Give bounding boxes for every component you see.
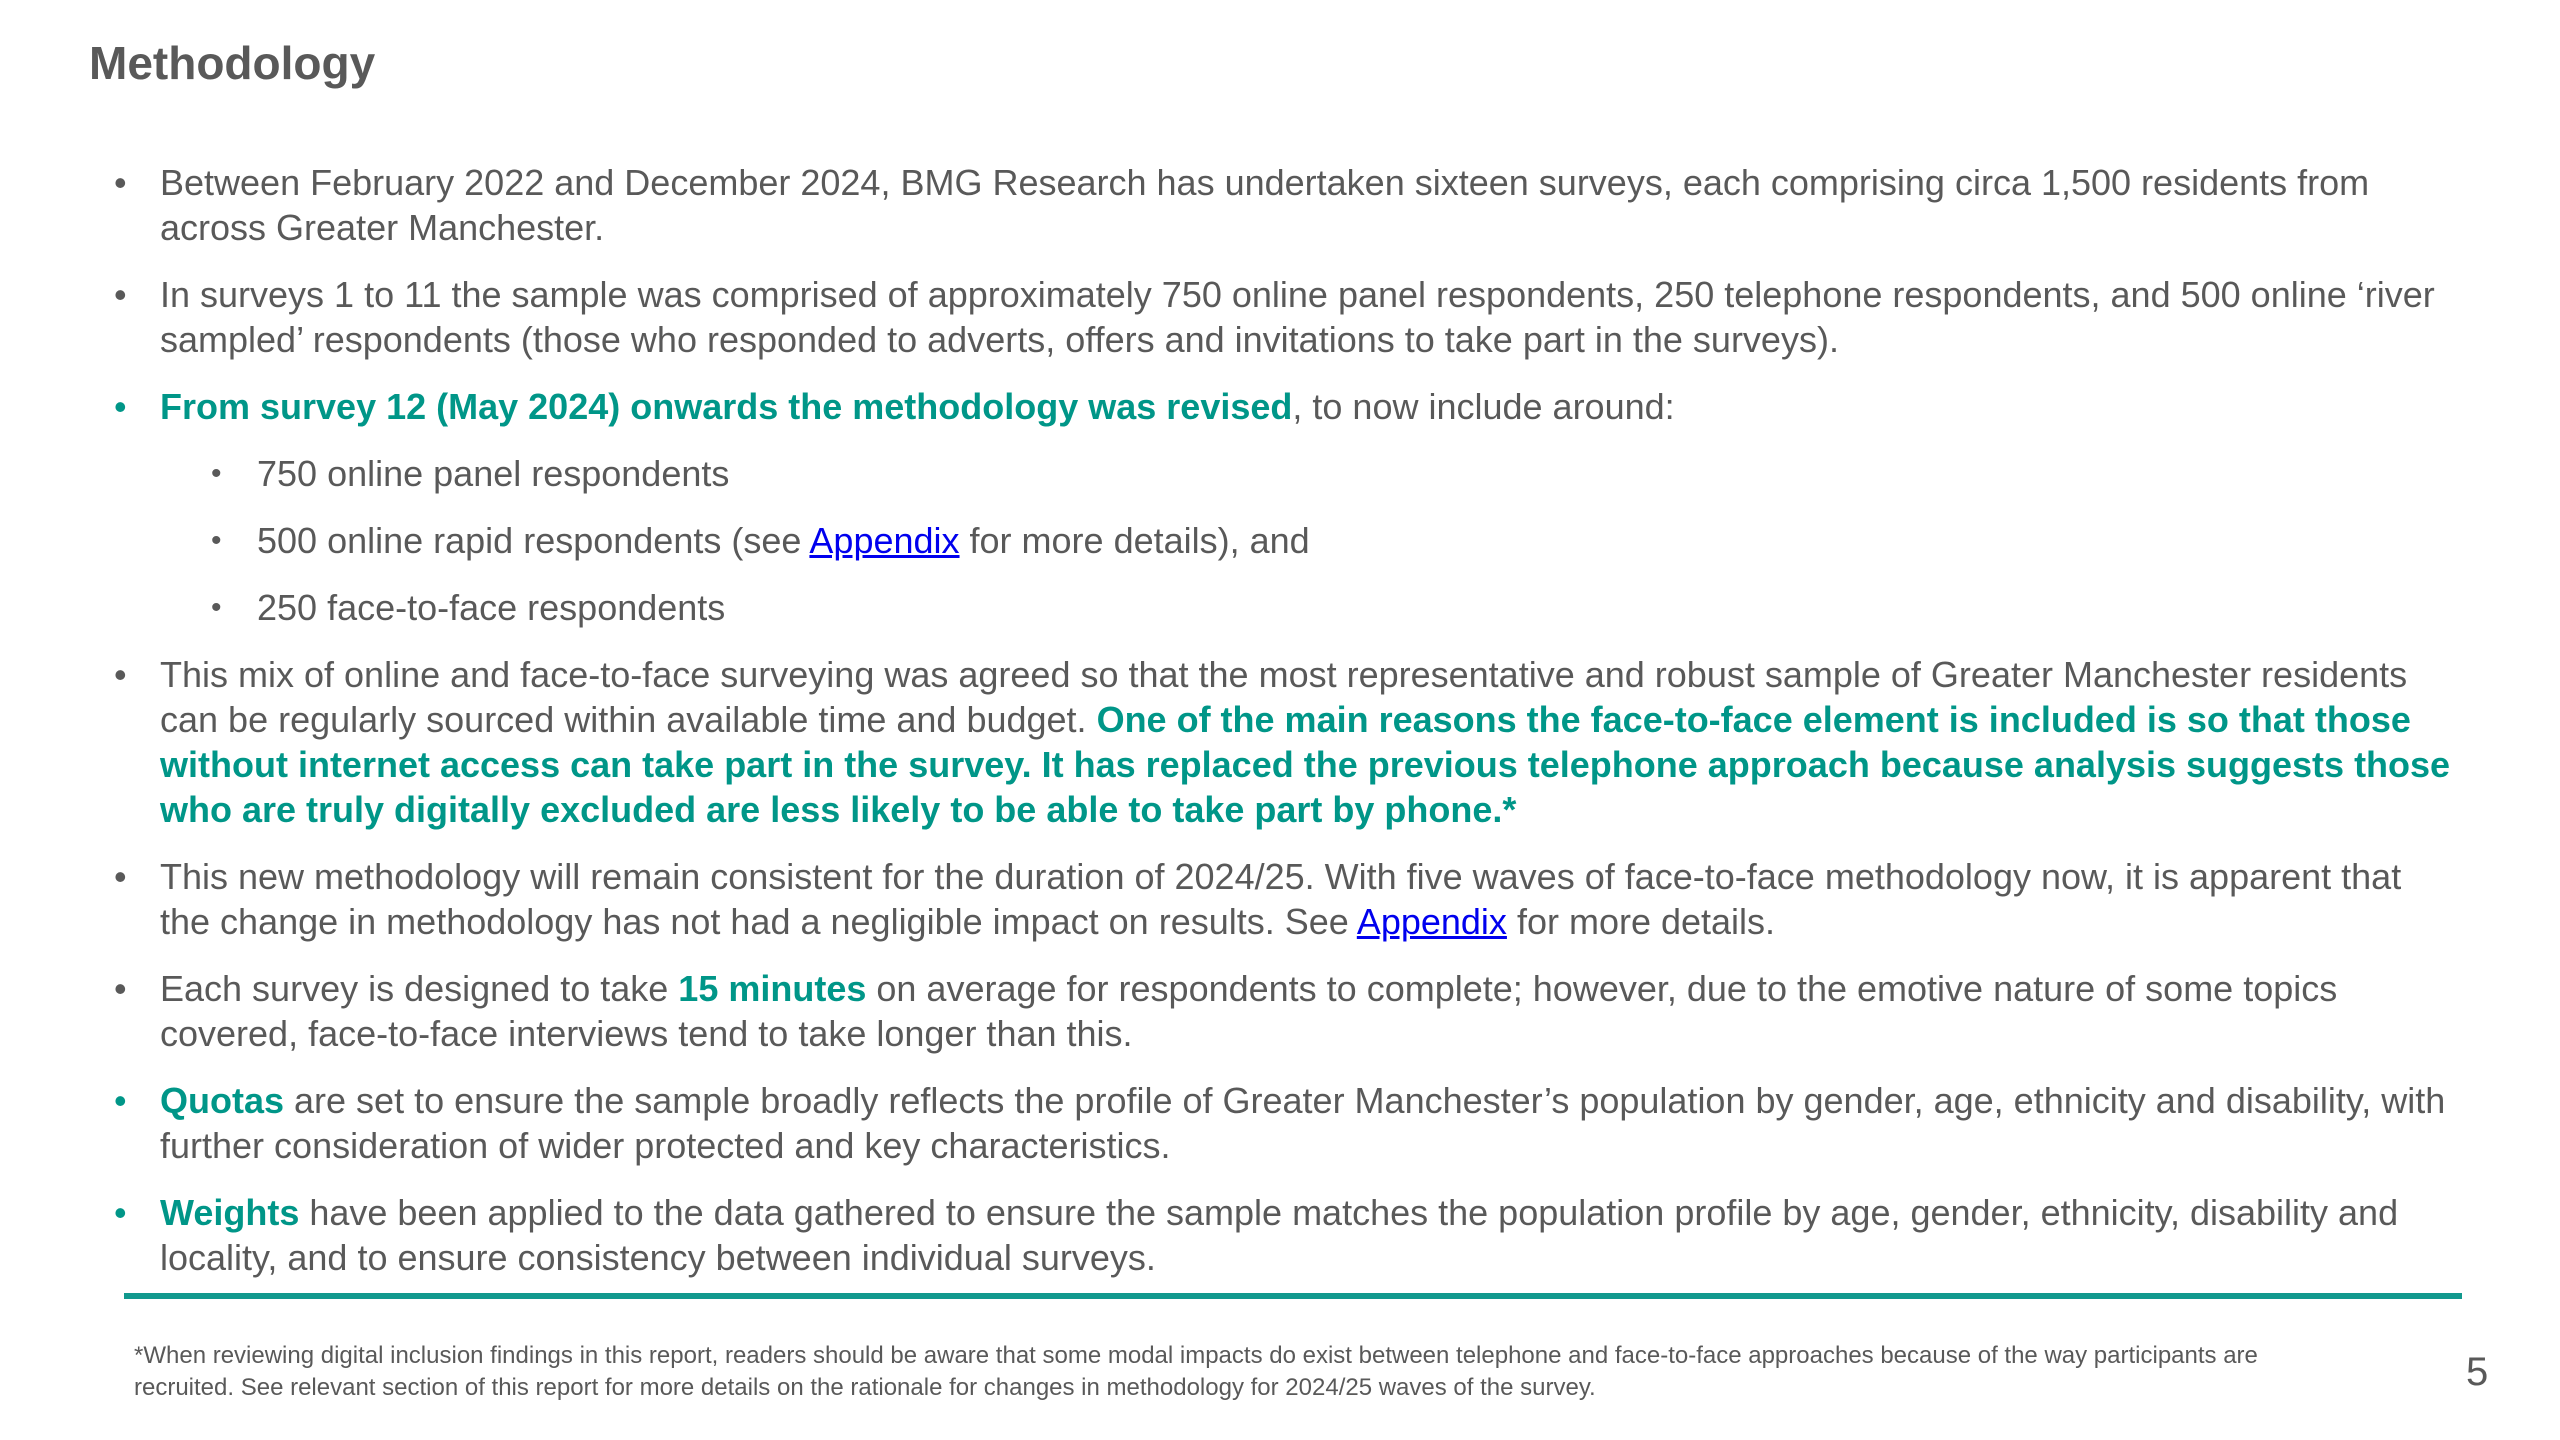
bullet-highlight: Quotas bbox=[160, 1080, 285, 1121]
footnote: *When reviewing digital inclusion findings in this report, readers should be aware that some modal impacts do exist between telephone and face-to-face approaches because of the way participants are recruited. See relevant section of this report for more details on the rationale for changes in methodology for 2024/25 waves of the survey. bbox=[134, 1342, 2258, 1401]
bullet-surveys-1-11 bbox=[114, 272, 2460, 362]
bullet-mix-rationale bbox=[114, 652, 2460, 832]
sub-bullet-online-panel bbox=[211, 451, 2457, 496]
bullet-highlight: Weights bbox=[160, 1192, 300, 1233]
bullet-marker: • bbox=[114, 274, 127, 315]
footnote-divider bbox=[124, 1293, 2462, 1299]
bullet-text: have been applied to the data gathered to ensure the sample matches the population profile by age, gender, ethnicity, disability and locality, and to ensure consistency between individual surveys. bbox=[160, 1192, 2399, 1278]
sub-bullet-online-rapid bbox=[211, 518, 2457, 563]
sub-bullet-text-after: for more details), and bbox=[959, 520, 1310, 561]
bullet-highlight: From survey 12 (May 2024) onwards the methodology was revised bbox=[160, 386, 1293, 427]
bullet-text: Each survey is designed to take bbox=[160, 968, 679, 1009]
bullet-text: This new methodology will remain consistent for the duration of 2024/25. With five waves of face-to-face methodology now, it is apparent that the change in methodology has not had a negligible impact on results. See bbox=[160, 856, 2402, 942]
bullet-list bbox=[0, 160, 2560, 1302]
bullet-quotas bbox=[114, 1078, 2460, 1168]
bullet-highlight: One of the main reasons the face-to-face element is included is so that those without internet access can take part in the survey. It has replaced the previous telephone approach because analysis suggests those who are truly digitally excluded are less likely to be able to take part by phone.* bbox=[160, 699, 2451, 830]
bullet-text-after: for more details. bbox=[1506, 901, 1776, 942]
sub-bullet-text: 750 online panel respondents bbox=[257, 453, 730, 494]
bullet-marker: • bbox=[114, 162, 127, 203]
bullet-marker: • bbox=[114, 856, 127, 897]
bullet-methodology-revised bbox=[114, 384, 2460, 429]
bullet-marker: • bbox=[211, 591, 222, 624]
bullet-survey-duration bbox=[114, 966, 2460, 1056]
bullet-text: In surveys 1 to 11 the sample was comprised of approximately 750 online panel respondents, 250 telephone respondents, and 500 online ‘river sampled’ respondents (those who responded to adverts, offers and invitations to take part in the surveys). bbox=[160, 274, 2435, 360]
page-number: 5 bbox=[2466, 1350, 2489, 1394]
appendix-link[interactable]: Appendix bbox=[809, 520, 960, 561]
bullet-marker: • bbox=[211, 457, 222, 490]
bullet-weights bbox=[114, 1190, 2460, 1280]
bullet-marker: • bbox=[114, 1192, 127, 1233]
bullet-text-after: on average for respondents to complete; however, due to the emotive nature of some topics covered, face-to-face interviews tend to take longer than this. bbox=[160, 968, 2338, 1054]
bullet-marker: • bbox=[114, 386, 127, 427]
bullet-marker: • bbox=[114, 654, 127, 695]
sub-bullet-text: 500 online rapid respondents (see bbox=[257, 520, 810, 561]
bullet-marker: • bbox=[114, 1080, 127, 1121]
bullet-text: are set to ensure the sample broadly reflects the profile of Greater Manchester’s population by gender, age, ethnicity and disability, with further consideration of wider protected and key characteristics. bbox=[160, 1080, 2446, 1166]
bullet-text: Between February 2022 and December 2024, BMG Research has undertaken sixteen surveys, each comprising circa 1,500 residents from across Greater Manchester. bbox=[160, 162, 2370, 248]
sub-bullet-face-to-face bbox=[211, 585, 2457, 630]
sub-bullet-text: 250 face-to-face respondents bbox=[257, 587, 726, 628]
bullet-consistency bbox=[114, 854, 2460, 944]
appendix-link[interactable]: Appendix bbox=[1356, 901, 1507, 942]
bullet-marker: • bbox=[114, 968, 127, 1009]
bullet-text: This mix of online and face-to-face surveying was agreed so that the most representative and robust sample of Greater Manchester residents can be regularly sourced within available time and budget. bbox=[160, 654, 2408, 740]
page-title: Methodology bbox=[89, 37, 376, 89]
bullet-text: , to now include around: bbox=[1292, 386, 1675, 427]
bullet-survey-overview bbox=[114, 160, 2460, 250]
bullet-marker: • bbox=[211, 524, 222, 557]
bullet-highlight: 15 minutes bbox=[678, 968, 867, 1009]
